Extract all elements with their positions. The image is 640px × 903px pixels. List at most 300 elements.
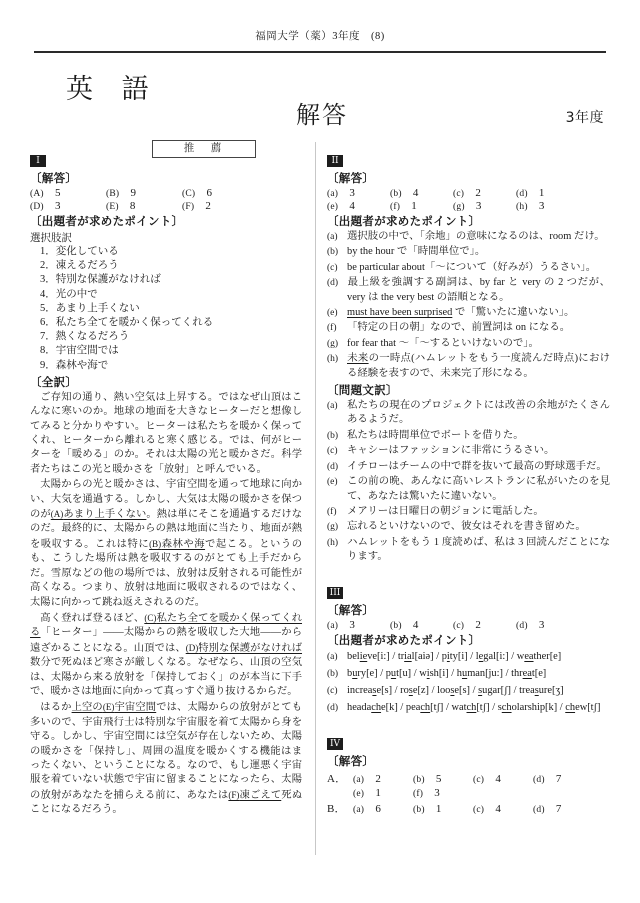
item-tag: (c): [327, 685, 338, 696]
text-run: では、太陽からの放射がとても多いので、宇宙飛行士は特別な宇宙服を着て太陽から身を守る。しかし、宇宙空間には空気が存在しないため、太陽の暖かさを「保持し」、周囲の温度を暖かくする機能はまったくない、ということになる。なので、もし運悪く宇宙服を着ていない状態で宇宙に留まることになったら、太陽の放射があなたを捕らえる前に、あなたは: [30, 702, 303, 801]
answer-cell: [473, 803, 533, 815]
word-separator: /: [470, 684, 479, 696]
item-text: 最上級を強調する副詞は、by far と very の 2 つだが、very は the very best の語順となる。: [347, 277, 610, 303]
section-1-answer-heading: 〔解答〕: [30, 171, 78, 185]
section-2-points-heading: 〔出題者が求めたポイント〕: [327, 214, 481, 228]
answer-cell: [453, 187, 516, 199]
word-focus-letters: e: [478, 650, 484, 662]
item-tag: (b): [327, 430, 339, 441]
blank-marker: (B): [149, 538, 162, 549]
word-ipa: [i:]: [496, 650, 509, 662]
section-2: [327, 150, 610, 565]
text-run: はるか: [40, 702, 72, 714]
phonetic-word: [386, 668, 411, 679]
answer-cell-tag: (C): [182, 189, 196, 199]
section-1-numeral: I: [30, 155, 46, 167]
answer-cell: [182, 200, 258, 212]
blank-marker: (F): [228, 789, 240, 800]
word-focus-letters: u: [390, 667, 397, 679]
answer-cell: [453, 200, 516, 212]
item-tag: (d): [327, 278, 339, 289]
answer-cell: [353, 803, 413, 815]
section-1-choice-list: [30, 245, 302, 373]
item-text: 「特定の日の朝」なので、前置詞は on になる。: [347, 322, 571, 334]
answer-cell: [453, 619, 516, 631]
answer-cell-tag: (d): [516, 189, 528, 199]
choice-item: 3．特別な保護がなければ: [40, 274, 161, 286]
word-focus-letters: ch: [466, 701, 477, 713]
answer-cell-value: 8: [118, 200, 136, 212]
item-tag: (c): [327, 262, 338, 273]
answer-cell-value: 3: [338, 187, 356, 199]
answer-row: [30, 187, 302, 199]
word-ipa: [e]: [366, 667, 378, 679]
answer-title: 解答: [296, 101, 348, 129]
answer-row: [327, 187, 610, 199]
section-1: [30, 150, 302, 818]
word-prefix: trea: [519, 684, 535, 696]
word-suffix: e: [454, 684, 460, 696]
translation-paragraph: [30, 700, 302, 817]
phonetic-word: [406, 702, 444, 713]
phonetics-item: [327, 666, 610, 682]
item-text: by the hour で「時間単位で」。: [347, 246, 486, 258]
answer-cell-tag: (f): [413, 788, 424, 799]
answer-cell: [533, 773, 593, 785]
word-focus-letters: ch: [420, 701, 431, 713]
item-tag: (f): [327, 506, 337, 517]
underlined-run: 森林や海: [161, 538, 206, 550]
answer-cell-tag: (d): [533, 804, 545, 815]
choice-item: 5．あまり上手くない: [40, 302, 140, 314]
word-focus-letters: ch: [565, 701, 576, 713]
word-focus-letters: ia: [404, 650, 412, 662]
underlined-run: あまり上手くない: [63, 509, 147, 521]
word-separator: /: [377, 667, 386, 679]
text-run: で起こる。というのも、こうした場所は熱を吸収するのがとても上手だからだ。雪原などの他の場所では、放射は反射される可能性が高くなる。つまり、放射は地面に吸収されるのではなく、太陽に向かって跳ね返えされるのだ。: [30, 538, 303, 608]
word-separator: /: [467, 650, 476, 662]
answer-cell-value: 2: [464, 618, 482, 631]
explanation-item: [327, 399, 610, 428]
exam-type-label: 推 薦: [152, 140, 256, 158]
answer-cell-value: 9: [119, 187, 137, 199]
explanation-item: [327, 306, 610, 320]
word-prefix: w: [516, 650, 525, 662]
answer-cell-value: 5: [424, 772, 442, 785]
item-tag: (g): [327, 522, 339, 533]
answer-cell-value: 2: [464, 187, 482, 199]
answer-cell: [353, 787, 413, 799]
section-1-answer-rows: [30, 187, 302, 212]
answer-cell: [327, 619, 390, 631]
word-prefix: l: [475, 650, 479, 662]
word-focus-letters: s: [534, 684, 539, 696]
answer-cell-tag: (A): [30, 189, 44, 199]
section-2-points-list: [327, 230, 610, 381]
word-focus-letters: ea: [522, 667, 532, 679]
section-3: [327, 582, 610, 716]
answer-cell: [390, 187, 453, 199]
text-run: 高く登れば登るほど、: [40, 612, 145, 624]
answer-cell-tag: (b): [413, 804, 425, 815]
word-ipa: [ʒ]: [552, 684, 564, 696]
word-prefix: h: [456, 667, 462, 679]
underlined-term: 未来: [347, 353, 369, 365]
answer-cell-value: 2: [194, 200, 212, 212]
word-ipa: [u]: [399, 667, 412, 679]
item-tag: (g): [327, 338, 339, 349]
word-ipa: [tʃ]: [430, 701, 444, 713]
phonetic-word: [478, 685, 511, 696]
answer-cell-tag: (g): [453, 202, 465, 212]
word-ipa: [e]: [534, 667, 547, 679]
word-prefix: pea: [405, 701, 421, 713]
word-suffix: ure: [538, 684, 553, 696]
answer-group-label: A．: [327, 772, 347, 785]
word-separator: /: [429, 684, 438, 696]
word-focus-letters: ie: [359, 650, 368, 662]
phonetic-word: [419, 668, 448, 679]
word-suffix: l: [411, 650, 415, 662]
choice-item: 9．森林や海で: [40, 359, 109, 371]
section-3-answer-heading: 〔解答〕: [327, 602, 375, 617]
word-ipa: [tʃ]: [476, 701, 490, 713]
choice-item: 6．私たち全てを暖かく保ってくれる: [40, 317, 214, 329]
subject-title: 英 語: [66, 74, 159, 105]
word-prefix: heada: [347, 701, 372, 713]
word-suffix: t: [531, 667, 535, 679]
word-suffix: ry: [357, 667, 367, 679]
section-3-numeral: III: [327, 587, 343, 599]
text-run: 「ヒーター」——太陽からの熱を吸収した大地——から遠ざかることになる。山頂では、: [30, 627, 303, 654]
item-tag: (e): [327, 308, 338, 319]
blank-marker: (A): [50, 509, 64, 520]
answer-cell: [516, 619, 579, 631]
word-ipa: [k]: [385, 701, 398, 713]
phonetic-word: [498, 702, 557, 713]
answer-cell: [413, 773, 473, 785]
answer-cell-value: 4: [484, 802, 502, 815]
word-prefix: ro: [400, 684, 409, 696]
answer-cell-tag: (a): [327, 620, 339, 631]
underlined-run: 特別な保護がなければ: [198, 642, 303, 654]
blank-marker: (C): [144, 612, 157, 623]
answer-cell: [473, 773, 533, 785]
answer-group-label: B．: [327, 802, 346, 815]
item-text: ハムレットをもう 1 度読めば、私は 3 回読んだことになります。: [347, 536, 610, 563]
answer-cell-value: 1: [424, 802, 442, 815]
item-text: メアリーは日曜日の朝ジョンに電話した。: [347, 505, 544, 517]
answer-cell: [516, 187, 579, 199]
word-focus-letters: u: [352, 667, 358, 679]
phonetic-word: [437, 685, 470, 696]
explanation-item: [327, 505, 610, 519]
word-suffix: ty: [449, 650, 458, 662]
word-focus-letters: ch: [371, 701, 382, 713]
answer-cell-value: 3: [527, 618, 545, 631]
answer-cell-value: 4: [401, 618, 419, 631]
phonetic-word: [476, 651, 509, 662]
answer-cell-tag: (E): [106, 202, 119, 212]
answer-cell: [413, 787, 473, 799]
section-2-answer-rows: [327, 187, 610, 212]
explanation-item: [327, 230, 610, 244]
word-ipa: [tʃ]: [587, 701, 601, 713]
answer-cell-tag: (e): [327, 202, 339, 212]
underlined-term: must have been surprised: [347, 307, 453, 319]
word-ipa: [s]: [459, 684, 471, 696]
item-tag: (h): [327, 537, 339, 548]
section-4-answer-groups: [327, 770, 610, 816]
answer-cell-tag: (F): [182, 202, 195, 212]
answer-cell-tag: (h): [516, 202, 528, 212]
answer-cell-tag: (D): [30, 202, 44, 212]
answer-cell: [516, 200, 579, 212]
word-focus-letters: ch: [501, 701, 512, 713]
word-separator: /: [557, 701, 566, 713]
choice-item: 2．凍えるだろう: [40, 260, 119, 272]
word-ipa: [z]: [417, 684, 429, 696]
choice-item: 4．光の中で: [40, 288, 98, 300]
year-label: 3年度: [565, 110, 604, 126]
translation-paragraph: [30, 478, 302, 610]
phonetic-word: [347, 685, 392, 696]
word-prefix: p: [385, 667, 391, 679]
answer-cell-value: 1: [400, 200, 417, 212]
answer-cell: [106, 200, 182, 212]
right-column: [327, 150, 610, 817]
title-band: [0, 53, 640, 145]
section-4-numeral: IV: [327, 738, 343, 750]
item-text: be particular about「〜について（好みが）うるさい」。: [347, 261, 597, 273]
item-tag: (f): [327, 323, 337, 334]
answer-cell-value: 4: [401, 187, 419, 199]
answer-row: [327, 200, 610, 212]
answer-cell-tag: (f): [390, 202, 401, 212]
translation-paragraph: [30, 391, 302, 477]
section-4: [327, 733, 610, 816]
word-prefix: tr: [397, 650, 405, 662]
item-tag: (a): [327, 651, 338, 662]
blank-marker: (D): [185, 642, 199, 653]
word-suffix: e: [412, 684, 418, 696]
item-text: この前の晩、あんなに高いレストランに私がいたのを見て、あなたは驚いたに違いない。: [347, 476, 610, 502]
text-run: ご存知の通り、熱い空気は上昇する。ではなぜ山頂はこんなに寒いのか。地球の地面を大きなヒーターだと想像してみると分かりやすい。ヒーターは私たちを暖かく保ってくれ、ヒーターから離れると寒く感じる。では、何がヒーターを「暖める」のか。それは太陽の光と暖かさだ。科学者たちはこの光と暖かさを「放射」と呼んでいる。: [30, 391, 302, 475]
explanation-item: [327, 536, 610, 565]
answer-cell-tag: (a): [353, 774, 365, 785]
explanation-item: [327, 475, 610, 504]
word-separator: /: [397, 701, 406, 713]
item-tag: (a): [327, 401, 338, 412]
answer-cell-tag: (B): [106, 189, 120, 199]
word-prefix: b: [347, 667, 353, 679]
section-3-answer-rows: [327, 619, 610, 631]
phonetic-word: [457, 668, 503, 679]
word-suffix: gal: [483, 650, 496, 662]
word-prefix: w: [419, 667, 427, 679]
section-2-text-heading: 〔問題文訳〕: [327, 383, 398, 398]
phonetics-item: [327, 649, 610, 665]
word-ipa: [s]: [381, 684, 393, 696]
explanation-item: [327, 276, 610, 305]
word-suffix: ther: [533, 650, 550, 662]
item-text: の一時点(ハムレットをもう一度読んだ時点)における経験を表すので、未来完了形になる。: [347, 353, 610, 379]
word-ipa: [i]: [438, 667, 449, 679]
left-column: [30, 150, 302, 818]
explanation-item: [327, 429, 610, 443]
item-tag: (a): [327, 232, 338, 242]
answer-cell-value: 7: [544, 802, 562, 815]
word-ipa: [e]: [549, 650, 562, 662]
phonetic-word: [565, 702, 600, 713]
word-separator: /: [392, 684, 401, 696]
word-prefix: increa: [347, 684, 373, 696]
answer-cell-tag: (a): [353, 804, 365, 815]
answer-cell-value: 3: [43, 200, 61, 212]
word-ipa: [aiə]: [414, 650, 434, 662]
explanation-item: [327, 460, 610, 474]
word-focus-letters: u: [461, 667, 468, 679]
explanation-item: [327, 337, 610, 351]
choice-item: 8．宇宙空間では: [40, 345, 119, 357]
explanation-item: [327, 321, 610, 335]
item-tag: (h): [327, 354, 339, 365]
item-text: for fear that 〜「〜するといけないので」。: [347, 337, 539, 349]
section-1-points-heading: 〔出題者が求めたポイント〕: [30, 214, 184, 228]
answer-row: [327, 800, 610, 816]
answer-cell: [413, 803, 473, 815]
section-4-answer-heading: 〔解答〕: [327, 753, 375, 768]
word-ipa: [ju:]: [485, 667, 503, 679]
word-separator: /: [508, 650, 517, 662]
answer-row: [327, 619, 610, 631]
text-run: 太陽からの光と暖かさは、宇宙空間を通って地球に向かい、大気を通過する。しかし、大気は太陽の暖かさを保つのが: [30, 479, 302, 521]
underlined-run: 凍ごえて: [239, 789, 282, 801]
answer-cell-value: 7: [544, 772, 562, 785]
word-separator: /: [433, 650, 442, 662]
answer-cell-value: 3: [338, 618, 356, 631]
answer-cell-tag: (c): [453, 620, 465, 631]
section-gap-2-3: [327, 566, 610, 582]
answer-cell: [30, 200, 106, 212]
choice-item: 1．変化している: [40, 246, 119, 257]
section-1-choices-label: 選択肢訳: [30, 233, 72, 244]
answer-cell-tag: (d): [516, 620, 528, 631]
answer-cell: [30, 187, 106, 199]
phonetic-word: [517, 651, 561, 662]
answer-cell-value: 3: [464, 200, 482, 212]
item-tag: (e): [327, 477, 338, 488]
answer-cell-value: 6: [195, 187, 213, 199]
item-text: 選択肢の中で、「余地」の意味になるのは、room だけ。: [347, 231, 605, 242]
blank-marker: (E): [102, 702, 115, 713]
answer-cell-tag: (c): [473, 774, 485, 785]
word-suffix: ve: [367, 650, 378, 662]
word-prefix: thr: [511, 667, 523, 679]
answer-cell-tag: (c): [473, 804, 485, 815]
answer-cell-tag: (e): [353, 788, 365, 799]
text-run: 死ぬことになるだろう。: [30, 789, 303, 816]
word-ipa: [i]: [457, 650, 468, 662]
item-text: キャシーはファッションに非常にうるさい。: [347, 445, 555, 457]
answer-cell: [390, 619, 453, 631]
answer-cell-tag: (b): [390, 189, 402, 199]
item-text: イチローはチームの中で群を抜いて最高の野球選手だ。: [347, 460, 607, 472]
word-separator: /: [511, 684, 520, 696]
word-separator: /: [502, 667, 512, 679]
answer-row: [327, 770, 610, 786]
item-text: 私たちの現在のプロジェクトには改善の余地がたくさんあるようだ。: [347, 400, 610, 426]
phonetic-word: [442, 651, 468, 662]
item-text: 私たちは時間単位でボートを借りた。: [347, 429, 524, 441]
answer-row: [327, 787, 610, 799]
text-run: 数分で死ぬほど寒さが厳しくなる。なぜなら、山頂の空気は、太陽から来る放射を「保持しておく」のが本当に下手で、暖かさは地面に向かって真っすぐ通り抜けるからだ。: [30, 657, 302, 697]
word-prefix: p: [441, 650, 447, 662]
explanation-item: [327, 520, 610, 534]
answer-cell-tag: (a): [327, 189, 339, 199]
section-3-phonetics-list: [327, 649, 610, 716]
answer-cell-tag: (c): [453, 189, 465, 199]
section-3-points-heading: 〔出題者が求めたポイント〕: [327, 632, 481, 647]
word-focus-letters: s: [372, 684, 377, 696]
phonetic-word: [347, 668, 378, 679]
word-ipa: [k]: [545, 701, 558, 713]
section-1-translation-body: [30, 391, 302, 818]
explanation-item: [327, 245, 610, 259]
word-suffix: ugar: [482, 684, 501, 696]
answer-cell: [390, 200, 453, 212]
phonetic-word: [347, 651, 390, 662]
item-tag: (c): [327, 446, 338, 457]
word-prefix: bel: [347, 650, 360, 662]
answer-cell-value: 4: [484, 772, 502, 785]
underlined-run: 上空の: [71, 702, 103, 714]
explanation-item: [327, 352, 610, 381]
word-ipa: [ʃ]: [500, 684, 512, 696]
word-focus-letters: ea: [524, 650, 534, 662]
text-run: 。熱は単にそこを通過するだけなのだ。最終的に、太陽からの熱は地面に当たり、地面が熱を吸収する。これは特に: [30, 509, 303, 550]
answer-cell: [327, 187, 390, 199]
answer-cell-value: 1: [364, 786, 382, 799]
word-focus-letters: i: [426, 667, 430, 679]
word-suffix: man: [467, 667, 486, 679]
phonetics-item: [327, 700, 610, 716]
answer-cell-tag: (d): [533, 774, 545, 785]
word-prefix: loo: [437, 684, 451, 696]
underlined-run: 私たち全てを暖かく保ってくれる: [30, 612, 303, 639]
word-suffix: e: [381, 701, 386, 713]
word-separator: /: [411, 667, 420, 679]
section-gap-3-4: [327, 717, 610, 733]
word-suffix: t: [396, 667, 399, 679]
answer-cell-value: 3: [423, 786, 440, 799]
answer-cell-value: 1: [527, 187, 545, 199]
translation-paragraph: [30, 611, 302, 699]
choice-item: 7．熱くなるだろう: [40, 331, 130, 343]
word-suffix: ew: [575, 701, 588, 713]
word-focus-letters: s: [450, 684, 455, 696]
word-separator: /: [443, 701, 452, 713]
word-focus-letters: s: [478, 684, 483, 696]
word-suffix: sh: [429, 667, 439, 679]
answer-cell-value: 4: [338, 200, 356, 212]
answer-cell-value: 6: [364, 802, 382, 815]
running-head: 福岡大学（薬）3年度 (8): [255, 31, 385, 42]
phonetic-word: [347, 702, 398, 713]
answer-cell: [533, 803, 593, 815]
answer-cell-value: 3: [527, 200, 545, 212]
answer-row: [30, 200, 302, 212]
